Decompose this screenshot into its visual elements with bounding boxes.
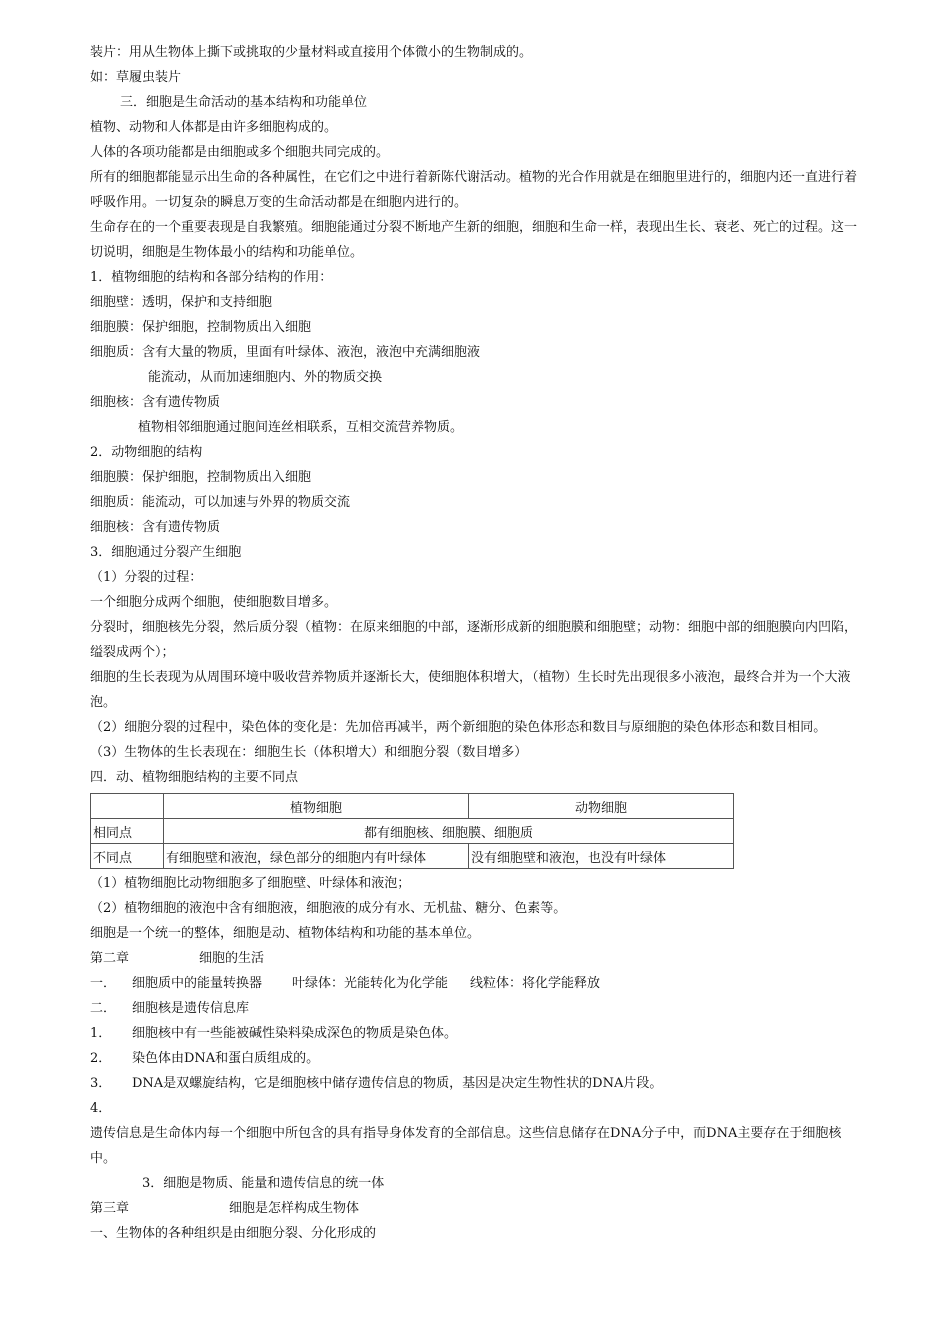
list-number: 二． [90, 1001, 117, 1016]
subsection-heading: 3．细胞是物质、能量和遗传信息的统一体 [142, 1176, 385, 1191]
text-line: （1）分裂的过程： [90, 570, 203, 585]
text-line: （2）植物细胞的液泡中含有细胞液，细胞液的成分有水、无机盐、糖分、色素等。 [90, 901, 567, 916]
section-heading: 三．细胞是生命活动的基本结构和功能单位 [120, 95, 368, 110]
table-cell: 没有细胞壁和液泡，也没有叶绿体 [469, 844, 734, 869]
list-item [90, 971, 865, 996]
list-text: 细胞核中有一些能被碱性染料染成深色的物质是染色体。 [132, 1026, 458, 1041]
text-line: 细胞核：含有遗传物质 [90, 395, 221, 410]
list-text: 叶绿体：光能转化为化学能 [292, 976, 449, 991]
chapter-heading [90, 1196, 865, 1221]
table-header-row [91, 794, 734, 819]
list-text: DNA是双螺旋结构，它是细胞核中储存遗传信息的物质，基因是决定生物性状的DNA片段。 [132, 1076, 663, 1091]
text-line: 如：草履虫装片 [90, 70, 182, 85]
text-line: 人体的各项功能都是由细胞或多个细胞共同完成的。 [90, 145, 390, 160]
paragraph: 生命存在的一个重要表现是自我繁殖。细胞能通过分裂不断地产生新的细胞，细胞和生命一样，表现出生长、衰老、死亡的过程。这一切说明，细胞是生物体最小的结构和功能单位。 [90, 220, 858, 260]
subsection-heading: 2．动物细胞的结构 [90, 445, 203, 460]
paragraph: （2）细胞分裂的过程中，染色体的变化是：先加倍再减半，两个新细胞的染色体形态和数目与原细胞的染色体形态和数目相同。 [90, 720, 827, 735]
document-page [90, 40, 865, 1246]
text-line: 植物、动物和人体都是由许多细胞构成的。 [90, 120, 338, 135]
text-line: 细胞是一个统一的整体，细胞是动、植物体结构和功能的基本单位。 [90, 926, 481, 941]
list-text: 细胞核是遗传信息库 [132, 1001, 250, 1016]
chapter-title: 细胞的生活 [199, 951, 265, 966]
table-row [91, 819, 734, 844]
list-item [90, 1046, 865, 1071]
table-cell: 有细胞壁和液泡，绿色部分的细胞内有叶绿体 [164, 844, 469, 869]
comparison-table [90, 793, 734, 869]
list-item [90, 1071, 865, 1096]
chapter-title: 细胞是怎样构成生物体 [229, 1201, 360, 1216]
text-line: （3）生物体的生长表现在：细胞生长（体积增大）和细胞分裂（数目增多） [90, 745, 528, 760]
list-number-only: 4． [90, 1101, 112, 1116]
list-text: 细胞质中的能量转换器 [132, 976, 263, 991]
paragraph: 细胞的生长表现为从周围环境中吸收营养物质并逐渐长大，使细胞体积增大，（植物）生长时先出现很多小液泡，最终合并为一个大液泡。 [90, 670, 851, 710]
table-row [91, 844, 734, 869]
paragraph: 所有的细胞都能显示出生命的各种属性，在它们之中进行着新陈代谢活动。植物的光合作用就是在细胞里进行的，细胞内还一直进行着呼吸作用。一切复杂的瞬息万变的生命活动都是在细胞内进行的。 [90, 170, 858, 210]
text-line: 细胞质：能流动，可以加速与外界的物质交流 [90, 495, 351, 510]
table-corner-cell [91, 794, 164, 819]
table-cell: 都有细胞核、细胞膜、细胞质 [164, 819, 734, 844]
list-number: 一． [90, 976, 117, 991]
table-header-animal: 动物细胞 [469, 794, 734, 819]
table-row-label: 相同点 [91, 819, 164, 844]
list-item [90, 1021, 865, 1046]
text-line: 细胞膜：保护细胞，控制物质出入细胞 [90, 320, 312, 335]
text-line: 能流动，从而加速细胞内、外的物质交换 [148, 370, 383, 385]
list-number: 3． [90, 1076, 112, 1091]
text-line: 植物相邻细胞通过胞间连丝相联系，互相交流营养物质。 [138, 420, 464, 435]
list-item [90, 996, 865, 1021]
list-text: 染色体由DNA和蛋白质组成的。 [132, 1051, 320, 1066]
text-line: 一个细胞分成两个细胞，使细胞数目增多。 [90, 595, 338, 610]
chapter-heading [90, 946, 865, 971]
text-line: 细胞质：含有大量的物质，里面有叶绿体、液泡，液泡中充满细胞液 [90, 345, 481, 360]
list-number: 2． [90, 1051, 112, 1066]
subsection-heading: 3．细胞通过分裂产生细胞 [90, 545, 242, 560]
table-row-label: 不同点 [91, 844, 164, 869]
text-line: （1）植物细胞比动物细胞多了细胞壁、叶绿体和液泡； [90, 876, 411, 891]
text-line: 细胞膜：保护细胞，控制物质出入细胞 [90, 470, 312, 485]
section-heading: 四．动、植物细胞结构的主要不同点 [90, 770, 299, 785]
list-number: 1． [90, 1026, 112, 1041]
subsection-heading: 1．植物细胞的结构和各部分结构的作用： [90, 270, 333, 285]
text-line: 细胞核：含有遗传物质 [90, 520, 221, 535]
text-line: 细胞壁：透明，保护和支持细胞 [90, 295, 273, 310]
chapter-label: 第三章 [90, 1201, 130, 1216]
paragraph: 分裂时，细胞核先分裂，然后质分裂（植物：在原来细胞的中部，逐渐形成新的细胞膜和细胞壁；动物：细胞中部的细胞膜向内凹陷，缢裂成两个）； [90, 620, 858, 660]
text-line: 一、生物体的各种组织是由细胞分裂、分化形成的 [90, 1226, 377, 1241]
list-text: 线粒体：将化学能释放 [470, 976, 601, 991]
table-header-plant: 植物细胞 [164, 794, 469, 819]
chapter-label: 第二章 [90, 951, 130, 966]
text-line: 装片：用从生物体上撕下或挑取的少量材料或直接用个体微小的生物制成的。 [90, 45, 533, 60]
paragraph: 遗传信息是生命体内每一个细胞中所包含的具有指导身体发育的全部信息。这些信息储存在DNA分子中，而DNA主要存在于细胞核中。 [90, 1126, 842, 1166]
